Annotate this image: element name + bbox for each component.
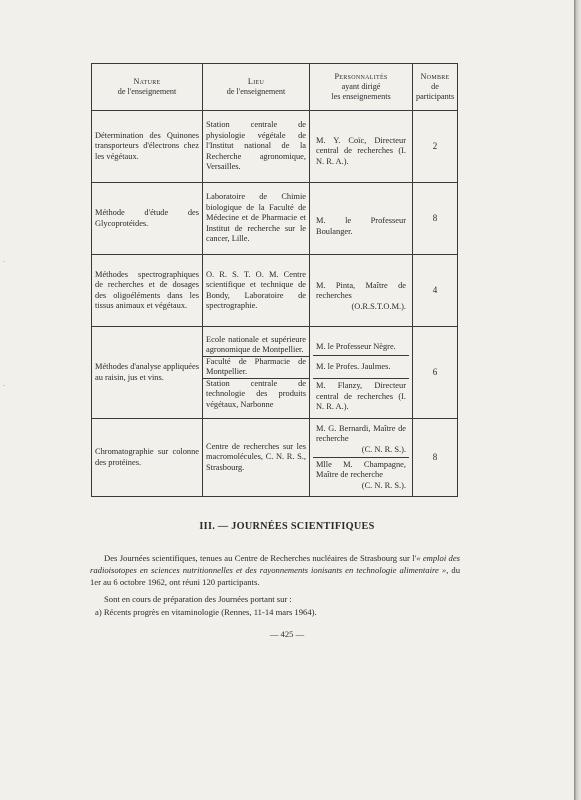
person-entry: Mlle M. Champagne, Maître de recherche (C. N. R. S.).	[313, 457, 409, 493]
cell-lieu: Laboratoire de Chimie biologique de la Faculté de Médecine et de Pharmacie et Institut de recherche sur le cancer, Lille.	[203, 183, 310, 255]
list-item: a) Récents progrès en vitaminologie (Rennes, 11-14 mars 1964).	[95, 607, 317, 617]
person-entry: M. le Profes. Jaulmes.	[313, 355, 409, 378]
cell-nature: Détermination des Quinones transporteurs d'électrons chez les végétaux.	[92, 111, 203, 183]
table-row	[92, 183, 458, 255]
cell-personnalites	[310, 111, 413, 183]
cell-personnalites	[310, 255, 413, 327]
person-entry: M. Pinta, Maître de recherches (O.R.S.T.O.M.).	[316, 280, 406, 311]
cell-lieu	[203, 327, 310, 419]
header-nature: Nature de l'enseignement	[92, 64, 203, 111]
cell-nature: Méthode d'étude des Glycoprotéides.	[92, 183, 203, 255]
header-personnalites: Personnalités ayant dirigé les enseignements	[310, 64, 413, 111]
page-edge	[574, 0, 581, 800]
cell-nature: Chromatographie sur colonne des protéines.	[92, 419, 203, 497]
teaching-table	[91, 63, 458, 497]
cell-count: 2	[413, 111, 458, 183]
margin-mark: ·	[3, 382, 6, 390]
table-row	[92, 327, 458, 419]
table-row	[92, 111, 458, 183]
lieu-part: Ecole nationale et supérieure agronomique de Montpellier.	[206, 335, 306, 355]
table-row	[92, 419, 458, 497]
cell-personnalites	[310, 327, 413, 419]
margin-mark: ·	[3, 258, 6, 266]
person-entry: M. Flanzy, Directeur central de recherches (I. N. R. A.).	[313, 378, 409, 414]
lieu-part: Faculté de Pharmacie de Montpellier.	[203, 356, 309, 378]
cell-personnalites	[310, 183, 413, 255]
table-header-row	[92, 64, 458, 111]
cell-count: 6	[413, 327, 458, 419]
header-nombre: Nombre de participants	[413, 64, 458, 111]
cell-personnalites	[310, 419, 413, 497]
cell-nature: Méthodes spectrographiques de recherches et de dosages des oligoéléments dans les tissus animaux et végétaux.	[92, 255, 203, 327]
person-entry: M. G. Bernardi, Maître de recherche (C. N. R. S.).	[316, 423, 406, 454]
cell-lieu: O. R. S. T. O. M. Centre scientifique et technique de Bondy, Laboratoire de spectrographie.	[203, 255, 310, 327]
paragraph-journees: Des Journées scientifiques, tenues au Centre de Recherches nucléaires de Strasbourg sur l'« emploi des radioisotopes en sciences nutritionnelles et des rayonnements ionisants en technologie alimentaire », du 1er au 6 octobre 1962, ont réuni 120 participants.	[90, 553, 461, 587]
section-heading: III. — JOURNÉES SCIENTIFIQUES	[199, 521, 375, 532]
person-entry: M. le Professeur Nègre.	[316, 342, 396, 352]
cell-nature: Méthodes d'analyse appliquées au raisin, jus et vins.	[92, 327, 203, 419]
header-lieu: Lieu de l'enseignement	[203, 64, 310, 111]
cell-count: 4	[413, 255, 458, 327]
lieu-part: Station centrale de technologie des produits végétaux, Narbonne	[203, 378, 309, 412]
paragraph-preparation: Sont en cours de préparation des Journées portant sur :	[104, 594, 292, 604]
cell-lieu: Centre de recherches sur les macromolécules, C. N. R. S., Strasbourg.	[203, 419, 310, 497]
cell-lieu: Station centrale de physiologie végétale de l'Institut national de la Recherche agronomique, Versailles.	[203, 111, 310, 183]
person-entry: M. Y. Coïc, Directeur central de recherches (I. N. R. A.).	[316, 135, 406, 166]
person-entry: M. le Professeur Boulanger.	[316, 216, 406, 236]
page-number: — 425 —	[269, 629, 305, 639]
table-row	[92, 255, 458, 327]
cell-count: 8	[413, 419, 458, 497]
cell-count: 8	[413, 183, 458, 255]
